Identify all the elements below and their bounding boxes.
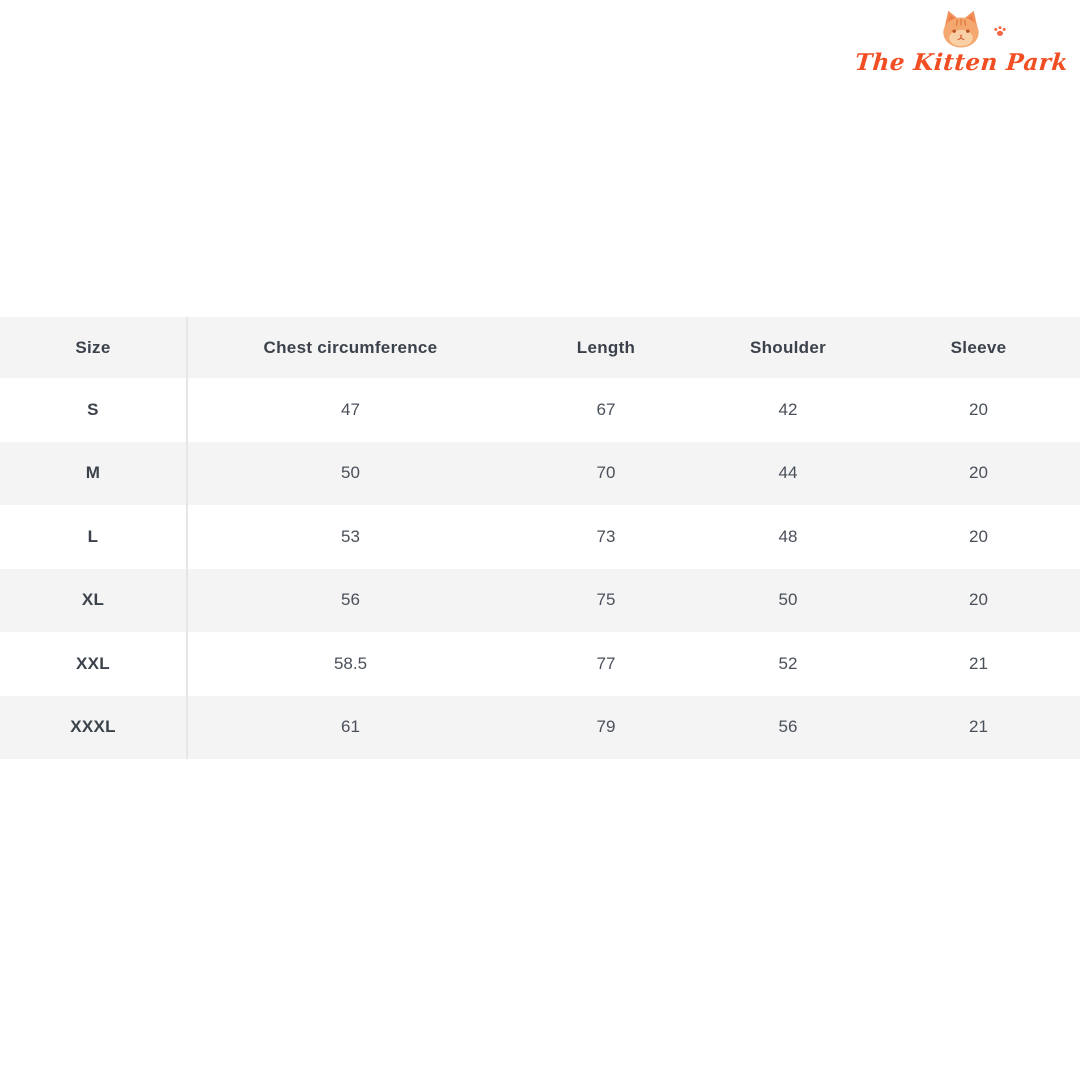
table-row-xxxl [0,696,1080,760]
column-header-chest-circumference: Chest circumference [187,317,513,378]
length-value-cell: 79 [513,696,699,760]
brand-name: The Kitten Park [853,49,1070,76]
header-row [0,317,1080,378]
chest-value-cell: 53 [187,505,513,569]
length-value-cell: 77 [513,632,699,696]
size-label-cell: M [0,442,187,506]
table-row-l [0,505,1080,569]
table-row-s [0,378,1080,442]
shoulder-value-cell: 42 [699,378,877,442]
paw-print-icon [993,24,1007,38]
cat-face-icon [935,8,987,48]
table-row-xxl [0,632,1080,696]
shoulder-value-cell: 50 [699,569,877,633]
brand-logo [855,8,1068,77]
table-row-xl [0,569,1080,633]
chest-value-cell: 61 [187,696,513,760]
table-row-m [0,442,1080,506]
column-header-length: Length [513,317,699,378]
shoulder-value-cell: 56 [699,696,877,760]
size-label-cell: XXL [0,632,187,696]
sleeve-value-cell: 20 [877,569,1080,633]
sleeve-value-cell: 21 [877,632,1080,696]
chest-value-cell: 50 [187,442,513,506]
length-value-cell: 75 [513,569,699,633]
size-label-cell: XXXL [0,696,187,760]
length-value-cell: 70 [513,442,699,506]
sleeve-value-cell: 21 [877,696,1080,760]
sleeve-value-cell: 20 [877,378,1080,442]
size-chart-table [0,317,1080,759]
length-value-cell: 67 [513,378,699,442]
chest-value-cell: 47 [187,378,513,442]
sleeve-value-cell: 20 [877,505,1080,569]
shoulder-value-cell: 52 [699,632,877,696]
size-label-cell: S [0,378,187,442]
brand-logo-art [931,8,991,48]
size-label-cell: L [0,505,187,569]
column-header-size: Size [0,317,187,378]
shoulder-value-cell: 44 [699,442,877,506]
size-label-cell: XL [0,569,187,633]
sleeve-value-cell: 20 [877,442,1080,506]
chest-value-cell: 56 [187,569,513,633]
length-value-cell: 73 [513,505,699,569]
column-header-sleeve: Sleeve [877,317,1080,378]
shoulder-value-cell: 48 [699,505,877,569]
chest-value-cell: 58.5 [187,632,513,696]
column-header-shoulder: Shoulder [699,317,877,378]
